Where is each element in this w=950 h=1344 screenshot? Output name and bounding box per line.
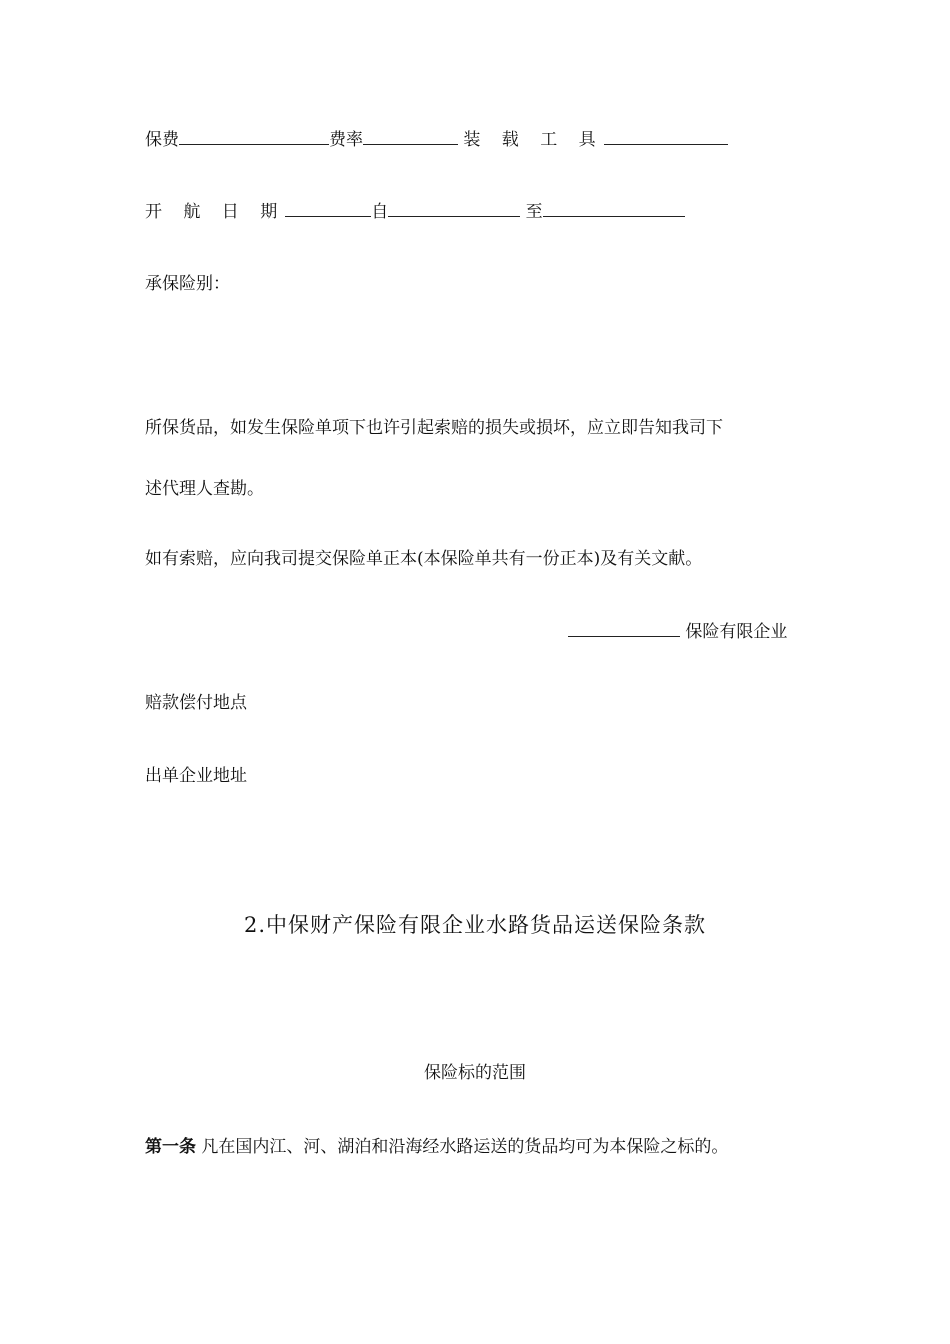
article-1-text: 凡在国内江、河、湖泊和沿海经水路运送的货品均可为本保险之标的。 xyxy=(201,1137,729,1157)
conveyance-label: 装 载 工 具 xyxy=(463,130,604,150)
signature-company: 保险有限企业 xyxy=(685,622,788,642)
sailing-date-label: 开 航 日 期 xyxy=(145,202,286,222)
claim-paragraph: 如有索赔，应向我司提交保险单正本(本保险单共有一份正本)及有关文献。 xyxy=(145,549,703,569)
coverage-label: 承保险别： xyxy=(145,274,230,294)
to-label: 至 xyxy=(525,202,543,222)
from-label: 自 xyxy=(371,202,389,222)
section-subtitle: 保险标的范围 xyxy=(424,1063,526,1083)
to-field[interactable] xyxy=(543,199,685,217)
signature-block xyxy=(568,619,787,643)
rate-label: 费率 xyxy=(329,130,363,150)
article-1 xyxy=(145,1136,728,1158)
signature-company-field[interactable] xyxy=(568,619,680,637)
premium-field[interactable] xyxy=(179,127,329,145)
article-1-heading: 第一条 xyxy=(145,1137,196,1157)
conveyance-field[interactable] xyxy=(604,127,728,145)
notice-paragraph-line2: 述代理人查勘。 xyxy=(145,479,264,499)
claim-place-label: 赔款偿付地点 xyxy=(145,693,247,713)
section-title: 2.中保财产保险有限企业水路货品运送保险条款 xyxy=(243,913,707,937)
sailing-date-field[interactable] xyxy=(285,199,371,217)
from-field[interactable] xyxy=(388,199,520,217)
sailing-date-row xyxy=(145,199,685,223)
premium-label: 保费 xyxy=(145,130,179,150)
rate-field[interactable] xyxy=(363,127,458,145)
premium-row xyxy=(145,127,728,151)
notice-paragraph-line1: 所保货品，如发生保险单项下也许引起索赔的损失或损坏，应立即告知我司下 xyxy=(145,418,723,438)
issuer-address-label: 出单企业地址 xyxy=(145,766,247,786)
